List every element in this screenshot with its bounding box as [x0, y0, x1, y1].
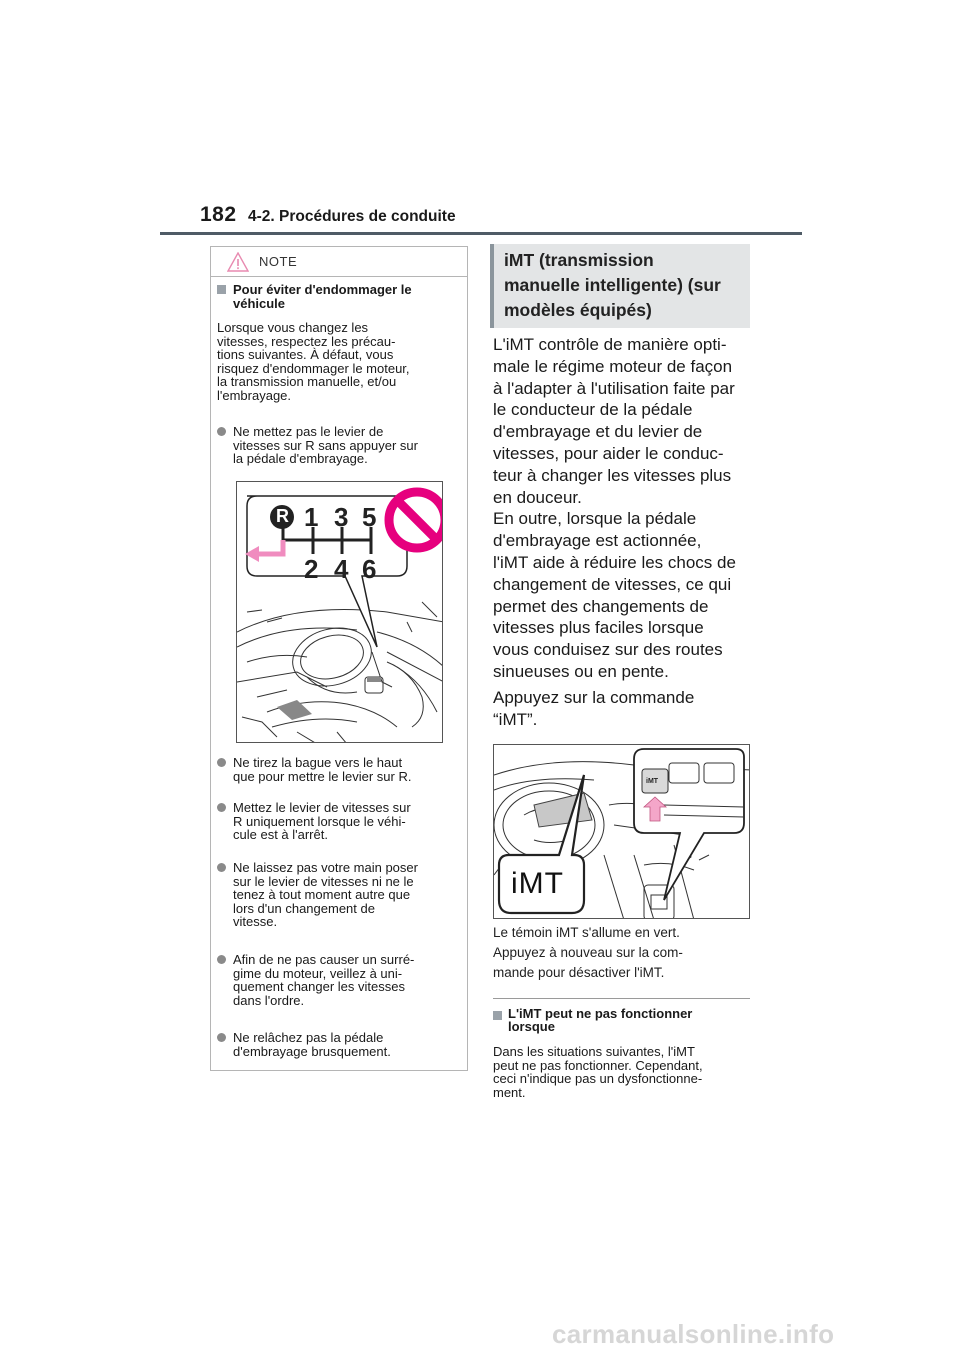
gear-number-6: 6 — [362, 554, 377, 584]
imt-description-line: sinueuses ou en pente. — [493, 661, 669, 681]
section-title: 4-2. Procédures de conduite — [248, 208, 456, 225]
bullet-line: gime du moteur, veillez à uni- — [233, 965, 403, 981]
round-bullet-icon — [217, 427, 226, 436]
bullet-line: la pédale d'embrayage. — [233, 451, 368, 466]
imt-heading-line: manuelle intelligente) (sur — [504, 275, 721, 295]
gear-number-2: 2 — [304, 554, 319, 584]
imt-description-line: d'embrayage est actionnée, — [493, 531, 702, 551]
bullet-line: Afin de ne pas causer un surré- — [233, 952, 415, 967]
imt-description — [493, 334, 755, 683]
gear-shift-illustration — [236, 481, 443, 743]
imt-instruction-line: Appuyez sur la commande — [493, 688, 695, 707]
imt-limitation-line: ceci n'indique pas un dysfonctionne- — [493, 1071, 703, 1086]
bullet-line: quement changer les vitesses — [233, 979, 405, 994]
imt-caption-line: Appuyez à nouveau sur la com- — [493, 945, 683, 960]
bullet-line: d'embrayage brusquement. — [233, 1043, 391, 1059]
warning-triangle-icon — [227, 252, 249, 272]
note-subsection-title: Pour éviter d'endommager le véhicule — [233, 282, 412, 311]
page-number: 182 — [200, 203, 237, 226]
bullet-line: cule est à l'arrêt. — [233, 827, 328, 842]
gear-number-1: 1 — [304, 502, 319, 532]
imt-description-line: en douceur. — [493, 487, 582, 507]
imt-description-line: l'iMT aide à réduire les chocs de — [493, 552, 736, 572]
note-intro — [217, 321, 463, 402]
imt-description-line: En outre, lorsque la pédale — [493, 509, 697, 529]
note-header — [211, 247, 467, 277]
imt-description-line: vous conduisez sur des routes — [493, 640, 723, 660]
imt-description-line: le conducteur de la pédale — [493, 400, 693, 420]
imt-limitation-text — [493, 1045, 758, 1099]
bullet-line: Ne laissez pas votre main poser — [233, 860, 418, 875]
imt-description-line: changement de vitesses, ce qui — [493, 574, 732, 594]
bullet-line: vitesse. — [233, 914, 278, 929]
round-bullet-icon — [217, 803, 226, 812]
square-bullet-icon — [493, 1011, 502, 1020]
imt-limitation-title-line: L'iMT peut ne pas fonctionner — [508, 1006, 693, 1021]
imt-limitation-title — [508, 1007, 753, 1033]
imt-heading-line: modèles équipés) — [504, 300, 652, 320]
bullet-line: dans l'ordre. — [233, 992, 305, 1008]
watermark: carmanualsonline.info — [552, 1319, 835, 1349]
gear-number-3: 3 — [334, 502, 349, 532]
imt-description-line: d'embrayage et du levier de — [493, 422, 703, 442]
note-intro-line: risquez d'endommager le moteur, — [217, 360, 410, 376]
imt-limitation-line: Dans les situations suivantes, l'iMT — [493, 1044, 695, 1059]
bullet-line: sur le levier de vitesses ni ne le — [233, 873, 414, 889]
bullet-line: Ne mettez pas le levier de — [233, 424, 384, 439]
imt-description-line: permet des changements de — [493, 596, 709, 616]
imt-caption-line: mande pour désactiver l'iMT. — [493, 965, 665, 980]
note-intro-line: vitesses, respectez les précau- — [217, 333, 396, 349]
imt-description-line: vitesses plus faciles lorsque — [493, 618, 704, 638]
imt-limitation-line: peut ne pas fonctionner. Cependant, — [493, 1057, 703, 1073]
round-bullet-icon — [217, 863, 226, 872]
bullet-line: Mettez le levier de vitesses sur — [233, 800, 411, 815]
bullet-line: lors d'un changement de — [233, 900, 375, 916]
bullet-line: que pour mettre le levier sur R. — [233, 768, 412, 784]
bullet-line: tenez à tout moment autre que — [233, 887, 411, 902]
note-intro-line: tions suivantes. À défaut, vous — [217, 347, 394, 362]
bullet-line: Ne tirez la bague vers le haut — [233, 755, 403, 770]
note-label: NOTE — [259, 254, 298, 269]
bullet-line: R uniquement lorsque le véhi- — [233, 813, 406, 829]
note-intro-line: l'embrayage. — [217, 387, 292, 403]
imt-description-line: à l'adapter à l'utilisation faite par — [493, 378, 735, 398]
imt-limitation-title-line: lorsque — [508, 1019, 555, 1034]
imt-heading-line: iMT (transmission — [504, 250, 654, 270]
gear-number-4: 4 — [334, 554, 349, 584]
imt-button-large-label: iMT — [511, 867, 564, 900]
note-intro-line: Lorsque vous changez les — [217, 320, 369, 335]
imt-instruction — [493, 687, 755, 731]
imt-switch-illustration — [493, 744, 750, 919]
header-rule — [160, 232, 802, 235]
imt-limitation-line: ment. — [493, 1084, 526, 1100]
square-bullet-icon — [217, 285, 226, 294]
note-intro-line: la transmission manuelle, et/ou — [217, 374, 397, 389]
imt-button-small-label: iMT — [646, 778, 659, 785]
imt-description-line: male le régime moteur de façon — [493, 356, 733, 376]
note-box — [210, 246, 468, 1071]
imt-heading — [504, 248, 749, 323]
round-bullet-icon — [217, 758, 226, 767]
reverse-gear-label: R — [276, 506, 289, 526]
imt-heading-box — [490, 244, 750, 328]
round-bullet-icon — [217, 955, 226, 964]
round-bullet-icon — [217, 1033, 226, 1042]
imt-instruction-line: “iMT”. — [493, 709, 538, 729]
imt-description-line: teur à changer les vitesses plus — [493, 465, 732, 485]
gear-number-5: 5 — [362, 502, 377, 532]
section-divider — [493, 998, 750, 999]
imt-description-line: L'iMT contrôle de manière opti- — [493, 335, 727, 354]
imt-caption — [493, 923, 755, 983]
imt-caption-line: Le témoin iMT s'allume en vert. — [493, 925, 680, 940]
bullet-line: vitesses sur R sans appuyer sur — [233, 437, 418, 453]
bullet-line: Ne relâchez pas la pédale — [233, 1030, 384, 1045]
imt-description-line: vitesses, pour aider le conduc- — [493, 443, 724, 463]
